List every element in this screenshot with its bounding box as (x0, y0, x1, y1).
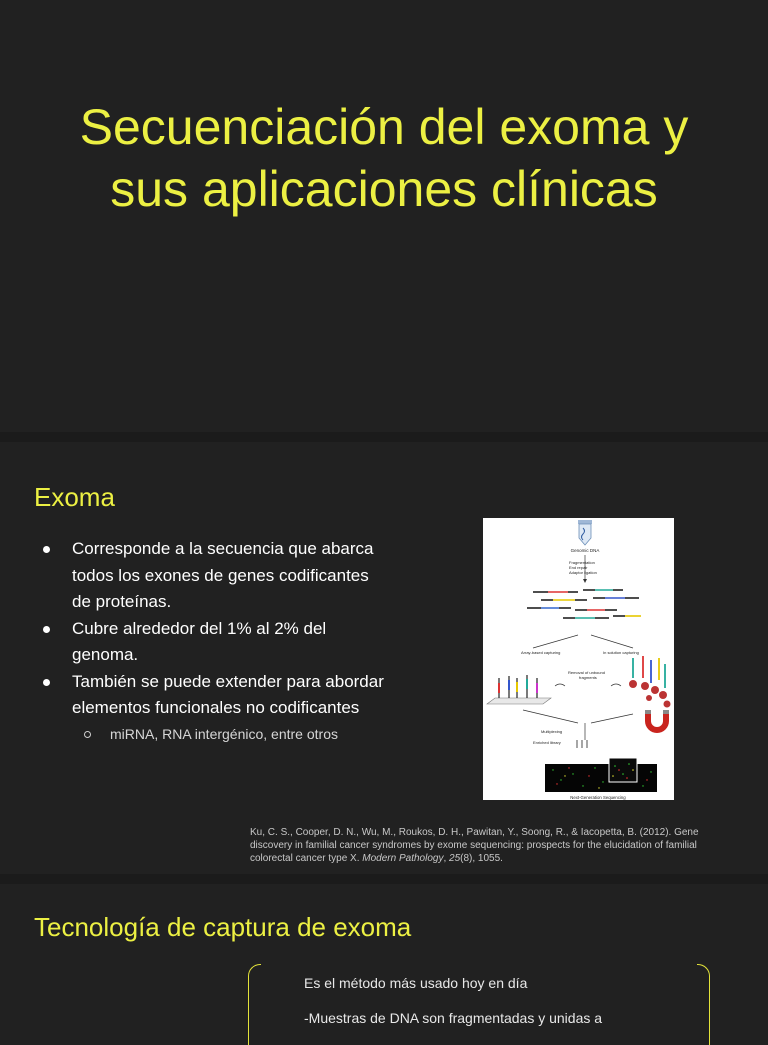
text-box (248, 964, 710, 1044)
label-adaptor-ligation: Adaptor ligation (569, 570, 597, 575)
bullet-ring-icon (84, 731, 91, 738)
title-slide (0, 0, 768, 432)
capture-beads (629, 656, 671, 708)
label-enriched-library: Enriched library (533, 740, 561, 745)
label-end-repair: End repair (569, 565, 588, 570)
dna-tube-icon (578, 520, 592, 545)
main-title-line2: sus aplicaciones clínicas (110, 161, 658, 217)
bullet-item (40, 616, 390, 669)
bullet-list (40, 536, 390, 744)
exome-capture-figure (483, 518, 674, 800)
dna-fragments (527, 590, 641, 618)
section-title-tecnologia: Tecnología de captura de exoma (34, 912, 412, 942)
label-ngs: Next-Generation Sequencing (570, 795, 626, 800)
bullet-dot-icon (43, 626, 50, 633)
citation-text: Ku, C. S., Cooper, D. N., Wu, M., Roukos, D. H., Pawitan, Y., Soong, R., & Iacopetta, B. (2012). Gene discovery in familial cancer syndromes by exome sequencing: prospects for the elucidation of familial colorectal cancer type X. (250, 827, 699, 864)
bullet-item (40, 536, 390, 616)
box-line: Es el método más usado hoy en día (304, 975, 528, 991)
bullet-item (40, 669, 390, 744)
label-fragmentation: Fragmentation (569, 560, 595, 565)
main-title (20, 96, 748, 220)
slide-divider (0, 432, 768, 442)
main-title-line1: Secuenciación del exoma y (79, 99, 689, 155)
citation-volume: 25 (449, 853, 461, 864)
sub-bullet-list (72, 724, 390, 744)
section-title-exoma: Exoma (34, 482, 115, 512)
bullet-text: También se puede extender para abordar elementos funcionales no codificantes (72, 671, 384, 717)
bullet-dot-icon (43, 546, 50, 553)
array-capture (487, 675, 551, 704)
label-solution-capturing: In solution capturing (603, 650, 639, 655)
label-unbound-fragments: fragments (579, 675, 597, 680)
magnet-icon (645, 710, 669, 733)
box-text (304, 974, 684, 1044)
label-removal: Removal of unbound (568, 670, 605, 675)
exome-workflow-diagram (483, 518, 674, 800)
label-array-capturing: Array-based capturing (521, 650, 561, 655)
exoma-slide (0, 442, 768, 874)
sub-bullet-text: miRNA, RNA intergénico, entre otros (110, 725, 338, 742)
label-multiplexing: Multiplexing (541, 729, 563, 734)
tecnologia-slide (0, 884, 768, 1024)
bracket-left (248, 964, 261, 1045)
bullet-text: Cubre alrededor del 1% al 2% del genoma. (72, 618, 327, 664)
box-line: -Muestras de DNA son fragmentadas y unidas a (304, 1010, 603, 1026)
citation: Ku, C. S., Cooper, D. N., Wu, M., Roukos, D. H., Pawitan, Y., Soong, R., & Iacopetta, B. (2012). Gene discovery in familial cancer syndromes by exome sequencing: prospects for the elucidation of familial colorectal cancer type X. Modern Pathology, 25(8), 1055. (250, 827, 699, 864)
bullet-text: Corresponde a la secuencia que abarca todos los exones de genes codificantes de proteínas. (72, 539, 374, 611)
sub-bullet-item (72, 724, 390, 744)
sequencing-image (545, 758, 657, 792)
slide-divider (0, 874, 768, 884)
bullet-dot-icon (43, 679, 50, 686)
citation-rest: (8), 1055. (460, 853, 503, 864)
citation-journal: Modern Pathology (362, 853, 444, 864)
bracket-right (697, 964, 710, 1045)
label-genomic-dna: Genomic DNA (570, 548, 600, 553)
